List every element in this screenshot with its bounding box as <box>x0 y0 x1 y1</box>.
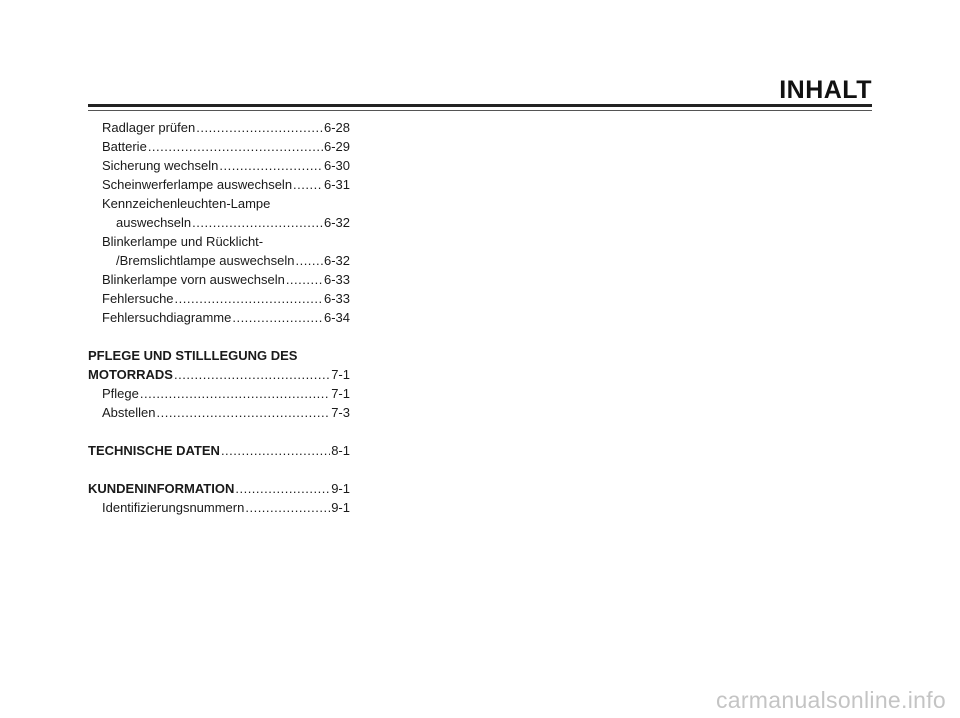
toc-entry-page: 6-31 <box>323 177 350 192</box>
header-rule-thin <box>88 110 872 111</box>
toc-section-technische-daten[interactable] <box>88 441 350 460</box>
toc-entry-blinker-ruecklicht-line1[interactable]: Blinkerlampe und Rücklicht- <box>102 234 264 249</box>
toc-entry-kennzeichen[interactable] <box>88 213 350 232</box>
toc-section-pflege-line1[interactable]: PFLEGE UND STILLLEGUNG DES <box>88 348 298 363</box>
toc-entry-page: 6-32 <box>323 215 350 230</box>
toc-entry-batterie[interactable] <box>88 137 350 156</box>
watermark: carmanualsonline.info <box>715 687 946 713</box>
toc-leader-dots <box>245 498 330 517</box>
toc-leader-dots <box>192 213 323 232</box>
toc-entry-label: Fehlersuchdiagramme <box>102 310 232 325</box>
toc-entry-blinker-vorn[interactable] <box>88 270 350 289</box>
toc-section-page: 8-1 <box>331 443 350 458</box>
toc-entry-label: Batterie <box>102 139 147 154</box>
toc-leader-dots <box>235 479 330 498</box>
toc-entry-label: Pflege <box>102 386 139 401</box>
toc-entry-label: Blinkerlampe vorn auswechseln <box>102 272 285 287</box>
toc-entry-fehlersuchdiagramme[interactable] <box>88 308 350 327</box>
toc-entry-scheinwerferlampe[interactable] <box>88 175 350 194</box>
toc-leader-dots <box>286 270 323 289</box>
toc-entry-page: 6-33 <box>323 291 350 306</box>
toc-entry-page: 6-29 <box>323 139 350 154</box>
toc-spacer <box>88 327 350 346</box>
toc-entry-identifizierungsnummern[interactable] <box>88 498 350 517</box>
toc-section-kundeninformation[interactable] <box>88 479 350 498</box>
toc-entry-label: Sicherung wechseln <box>102 158 219 173</box>
toc-entry-page: 7-1 <box>331 386 350 401</box>
toc-section-label: TECHNISCHE DATEN <box>88 443 220 458</box>
toc-leader-dots <box>295 251 323 270</box>
toc-leader-dots <box>174 365 330 384</box>
toc-section-page: 9-1 <box>331 481 350 496</box>
toc-leader-dots <box>156 403 330 422</box>
toc-entry-radlager[interactable] <box>88 118 350 137</box>
toc-leader-dots <box>293 175 323 194</box>
toc-entry-kennzeichen-line1[interactable]: Kennzeichenleuchten-Lampe <box>102 196 271 211</box>
toc-section-label: KUNDENINFORMATION <box>88 481 235 496</box>
toc-entry-label: Radlager prüfen <box>102 120 196 135</box>
toc-entry-label: Abstellen <box>102 405 156 420</box>
toc-entry-label: Fehlersuche <box>102 291 174 306</box>
page-title: INHALT <box>779 76 872 104</box>
toc-entry-page: 6-34 <box>323 310 350 325</box>
toc-entry-page: 6-32 <box>323 253 350 268</box>
toc-section-page: 7-1 <box>331 367 350 382</box>
toc-entry-label: Identifizierungsnummern <box>102 500 245 515</box>
toc-entry-page: 6-28 <box>323 120 350 135</box>
table-of-contents <box>88 118 350 517</box>
toc-leader-dots <box>175 289 323 308</box>
toc-entry-page: 7-3 <box>331 405 350 420</box>
toc-entry-label: auswechseln <box>116 215 192 230</box>
toc-leader-dots <box>140 384 330 403</box>
toc-entry-abstellen[interactable] <box>88 403 350 422</box>
toc-entry-sicherung[interactable] <box>88 156 350 175</box>
toc-section-label: MOTORRADS <box>88 367 173 382</box>
toc-entry-page: 9-1 <box>331 500 350 515</box>
toc-spacer <box>88 422 350 441</box>
toc-leader-dots <box>232 308 323 327</box>
toc-entry-page: 6-30 <box>323 158 350 173</box>
toc-leader-dots <box>148 137 323 156</box>
toc-leader-dots <box>219 156 323 175</box>
header-rule-thick <box>88 104 872 107</box>
toc-leader-dots <box>196 118 323 137</box>
toc-spacer <box>88 460 350 479</box>
toc-entry-page: 6-33 <box>323 272 350 287</box>
toc-entry-label: Scheinwerferlampe auswechseln <box>102 177 293 192</box>
toc-leader-dots <box>221 441 330 460</box>
toc-entry-label: /Bremslichtlampe auswechseln <box>116 253 295 268</box>
toc-section-pflege[interactable] <box>88 365 350 384</box>
toc-entry-pflege[interactable] <box>88 384 350 403</box>
toc-entry-fehlersuche[interactable] <box>88 289 350 308</box>
toc-entry-blinker-ruecklicht[interactable] <box>88 251 350 270</box>
